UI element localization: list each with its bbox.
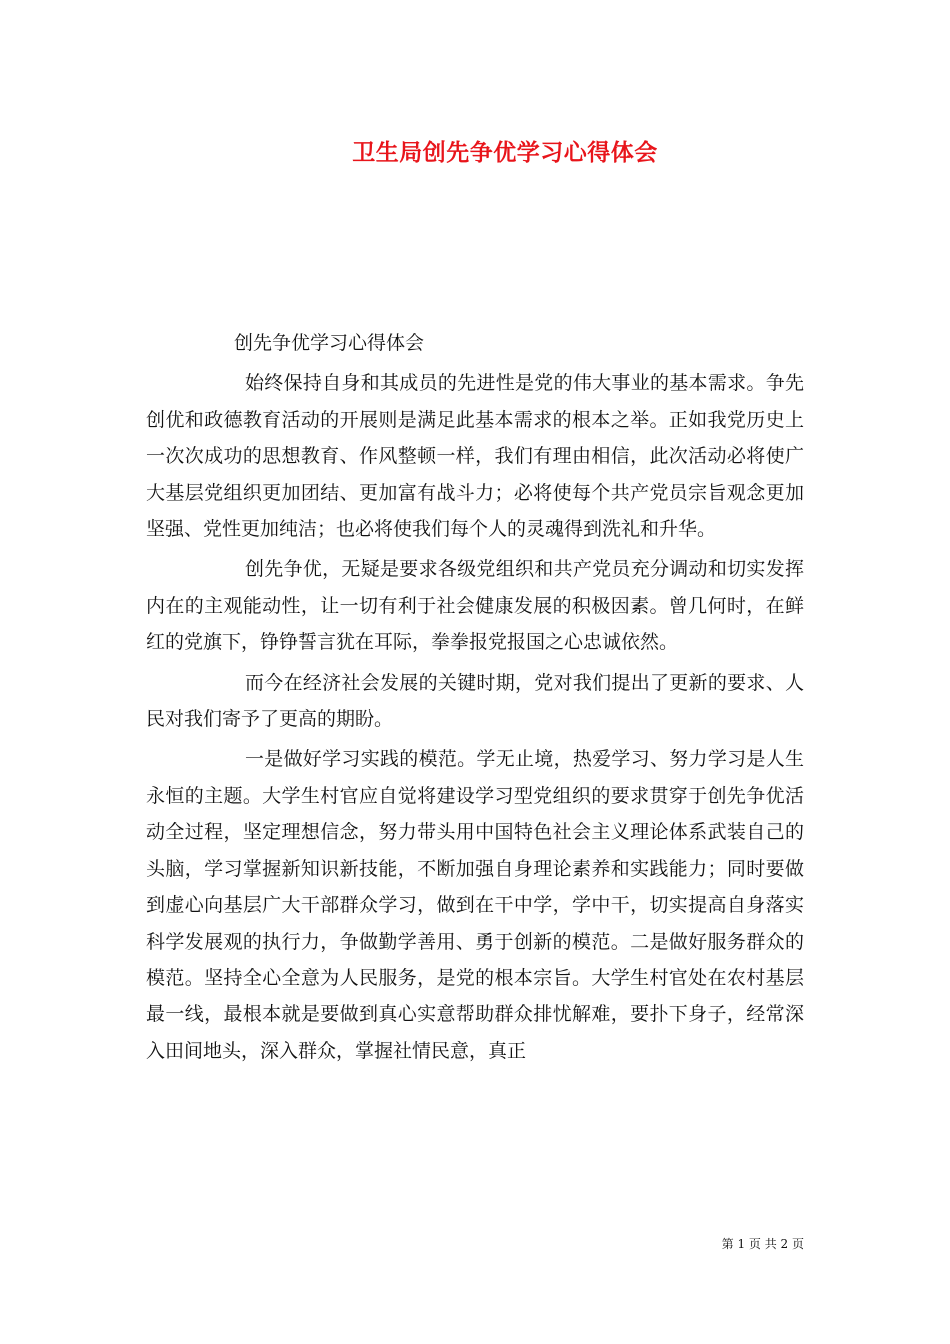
paragraph: 而今在经济社会发展的关键时期，党对我们提出了更新的要求、人民对我们寄予了更高的期盼。 bbox=[146, 671, 804, 731]
paragraph: 一是做好学习实践的模范。学无止境，热爱学习、努力学习是人生永恒的主题。大学生村官应自觉将建设学习型党组织的要求贯穿于创先争优活动全过程，坚定理想信念，努力带头用中国特色社会主义理论体系武装自己的头脑，学习掌握新知识新技能，不断加强自身理论素养和实践能力；同时要做到虚心向基层广大干部群众学习，做到在干中学，学中干，切实提高自身落实科学发展观的执行力，争做勤学善用、勇于创新的模范。二是做好服务群众的模范。坚持全心全意为人民服务，是党的根本宗旨。大学生村官处在农村基层最一线，最根本就是要做到真心实意帮助群众排忧解难，要扑下身子，经常深入田间地头，深入群众，掌握社情民意，真正 bbox=[146, 748, 804, 1062]
document-title: 卫生局创先争优学习心得体会 bbox=[352, 139, 658, 166]
page-footer: 第 1 页 共 2 页 bbox=[721, 1237, 804, 1251]
document-body bbox=[146, 325, 804, 1069]
paragraph: 始终保持自身和其成员的先进性是党的伟大事业的基本需求。争先创优和政德教育活动的开展则是满足此基本需求的根本之举。正如我党历史上一次次成功的思想教育、作风整顿一样，我们有理由相信，此次活动必将使广大基层党组织更加团结、更加富有战斗力；必将使每个共产党员宗旨观念更加坚强、党性更加纯洁；也必将使我们每个人的灵魂得到洗礼和升华。 bbox=[146, 372, 804, 541]
document-subtitle: 创先争优学习心得体会 bbox=[234, 332, 425, 354]
paragraph: 创先争优，无疑是要求各级党组织和共产党员充分调动和切实发挥内在的主观能动性，让一切有利于社会健康发展的积极因素。曾几何时，在鲜红的党旗下，铮铮誓言犹在耳际，拳拳报党报国之心忠诚依然。 bbox=[146, 558, 804, 654]
